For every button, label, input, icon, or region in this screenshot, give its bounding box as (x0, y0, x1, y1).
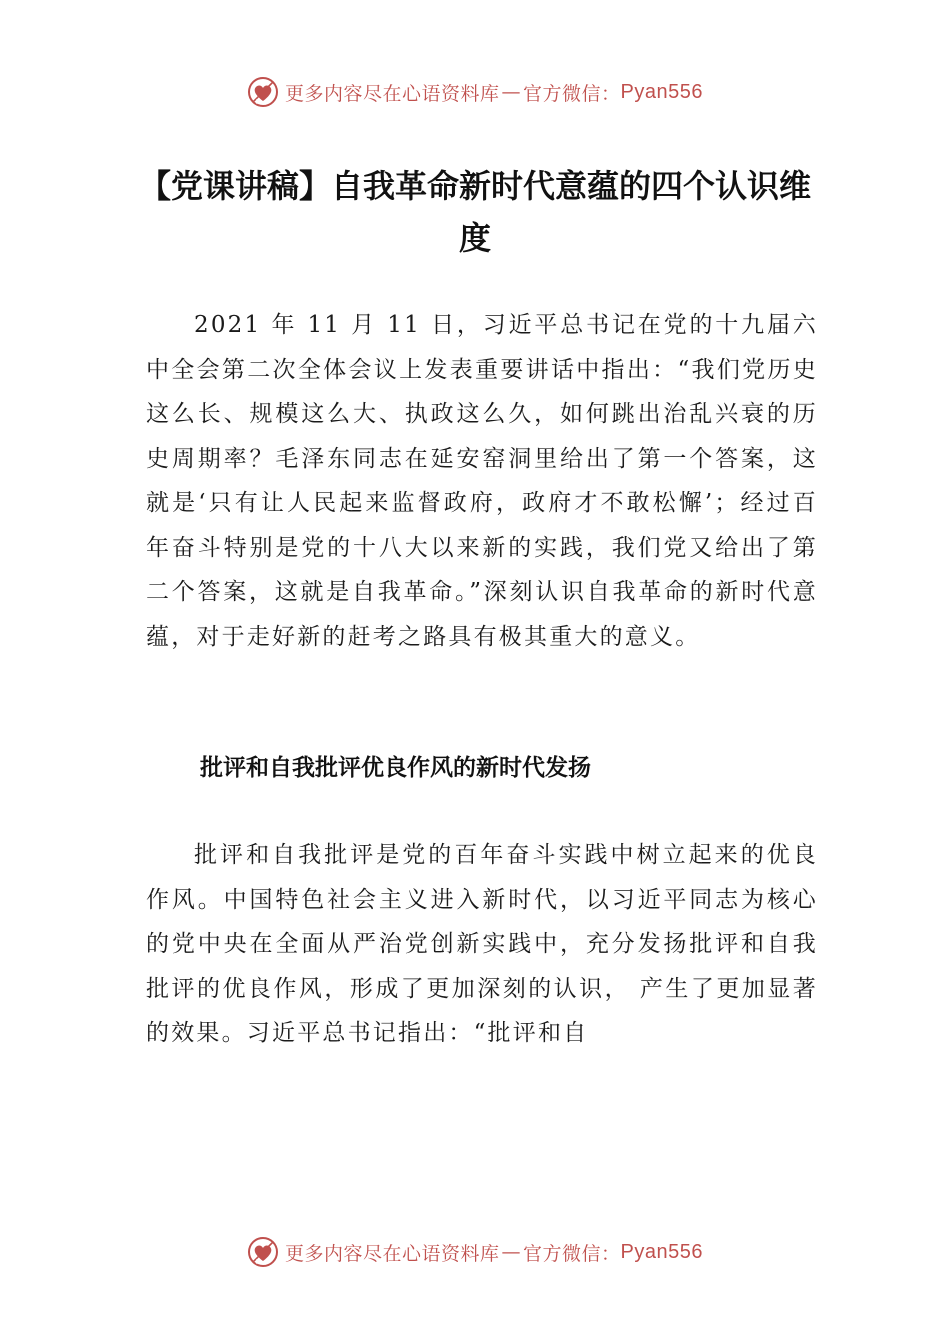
banner-wechat-label: 官方微信： (523, 82, 621, 105)
heart-seal-icon (247, 76, 279, 108)
banner-wechat-id: Pyan556 (620, 1240, 703, 1263)
banner-wechat-label: 官方微信： (523, 1242, 621, 1265)
heart-seal-icon (247, 1236, 279, 1268)
section-heading: 批评和自我批评优良作风的新时代发扬 (200, 755, 591, 781)
body-paragraph-2: 批评和自我批评是党的百年奋斗实践中树立起来的优良作风。中国特色社会主义进入新时代，以习近平同志为核心的党中央在全面从严治党创新实践中，充分发扬批评和自我批评的优良作风，形成了更加深刻的认识， 产生了更加显著的效果。习近平总书记指出：“批评和自 (146, 842, 818, 1046)
banner-separator: — (501, 1241, 522, 1263)
banner-separator: — (501, 81, 522, 103)
banner-slogan: 更多内容尽在心语资料库 (285, 82, 500, 105)
footer-banner (0, 1232, 950, 1272)
body-paragraph-1: 2021 年 11 月 11 日，习近平总书记在党的十九届六中全会第二次全体会议上发表重要讲话中指出：“我们党历史这么长、规模这么大、执政这么久，如何跳出治乱兴衰的历史周期率？毛泽东同志在延安窑洞里给出了第一个答案，这就是‘只有让人民起来监督政府，政府才不敢松懈’；经过百年奋斗特别是党的十八大以来新的实践，我们党又给出了第二个答案，这就是自我革命。”深刻认识自我革命的新时代意蕴，对于走好新的赶考之路具有极其重大的意义。 (146, 312, 818, 650)
document-title: 【党课讲稿】自我革命新时代意蕴的四个认识维度 (138, 167, 811, 257)
header-banner (0, 72, 950, 112)
banner-wechat-id: Pyan556 (620, 80, 703, 103)
banner-slogan: 更多内容尽在心语资料库 (285, 1242, 500, 1265)
